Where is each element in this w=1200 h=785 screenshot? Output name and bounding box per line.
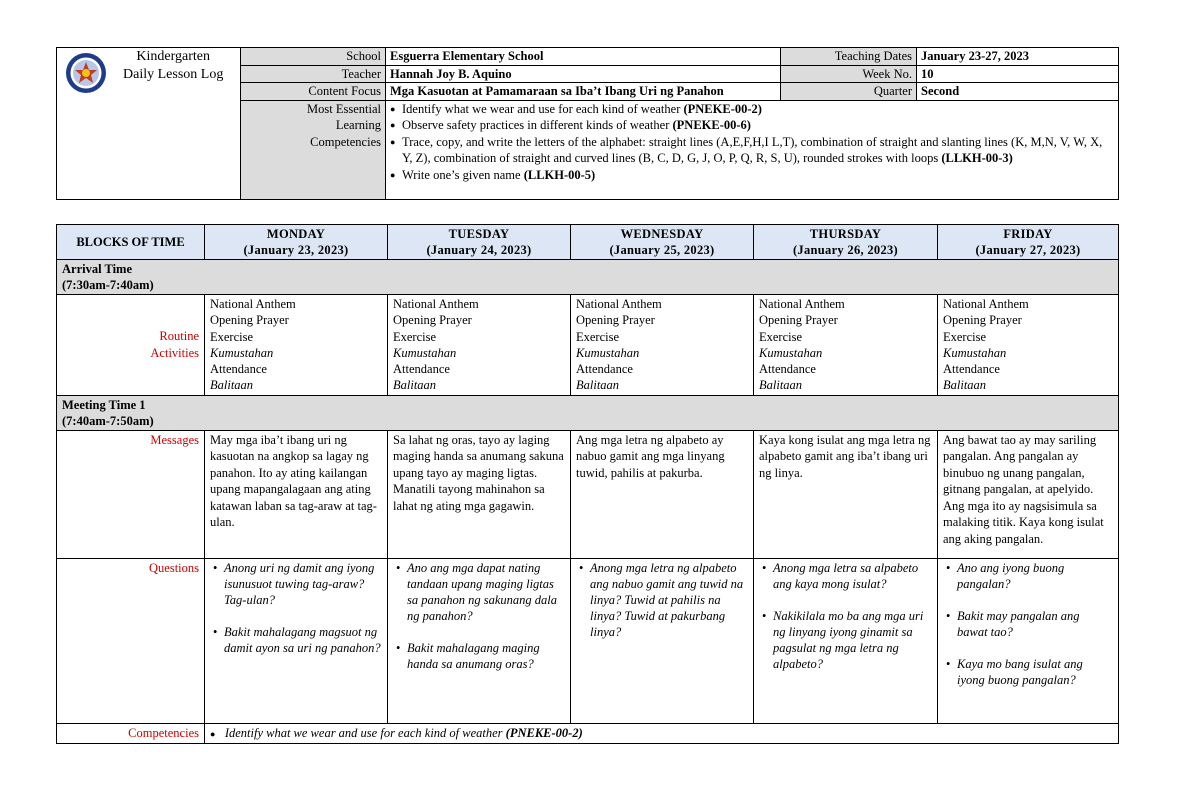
mel-label [241,100,386,199]
questions-cell [571,558,754,723]
question-item: • Anong mga letra ng alpabeto ang nabuo gamit ang tuwid na linya? Tuwid at pahilis na linya? Tuwid at pakurbang linya? [576,560,748,640]
day-header-thursday: THURSDAY (January 26, 2023) [754,225,938,260]
competencies-cell: ● Identify what we wear and use for each kind of weather (PNEKE-00-2) [205,723,1119,744]
day-header-monday: MONDAY (January 23, 2023) [205,225,388,260]
deped-seal-icon [65,52,107,94]
title-cell [57,48,241,200]
mel-item: ● Write one’s given name (LLKH-00-5) [390,167,1114,184]
question-item: • Nakikilala mo ba ang mga uri ng linyang iyong ginamit sa pagsulat ng mga letra ng alpabeto? [759,608,932,672]
routine-cell: National Anthem Opening Prayer Exercise Kumustahan Attendance Balitaan [754,295,938,396]
message-cell: May mga iba’t ibang uri ng kasuotan na angkop sa lagay ng panahon. Ito ay ating kailangan upang mapangalagaan ang ating katawan laban sa tag-araw at tag-ulan. [205,430,388,558]
mel-label-line-3: Competencies [310,134,381,149]
quarter-label: Quarter [781,83,917,101]
arrival-time-section: Arrival Time (7:30am-7:40am) [57,260,1119,295]
week-label: Week No. [781,65,917,83]
header-table [56,47,1119,200]
message-cell: Sa lahat ng oras, tayo ay laging maging handa sa anumang sakuna upang tayo ay maging ligtas. Manatili tayong mahinahon sa lahat ng ating mga gagawin. [388,430,571,558]
teacher-label: Teacher [241,65,386,83]
mel-item: ● Identify what we wear and use for each kind of weather (PNEKE-00-2) [390,101,1114,118]
quarter-value: Second [917,83,1119,101]
teaching-dates-value: January 23-27, 2023 [917,48,1119,66]
competencies-label: Competencies [57,723,205,744]
title-line-2: Daily Lesson Log [123,67,224,82]
school-value: Esguerra Elementary School [386,48,781,66]
mel-item: ● Observe safety practices in different kinds of weather (PNEKE-00-6) [390,117,1114,134]
questions-cell [205,558,388,723]
title-line-1: Kindergarten [136,49,210,64]
week-value: 10 [917,65,1119,83]
school-label: School [241,48,386,66]
questions-label: Questions [57,558,205,723]
meeting-time-section: Meeting Time 1 (7:40am-7:50am) [57,395,1119,430]
routine-cell: National Anthem Opening Prayer Exercise Kumustahan Attendance Balitaan [388,295,571,396]
question-item: • Ano ang iyong buong pangalan? [943,560,1113,592]
mel-list-cell [386,100,1119,199]
mel-label-line-1: Most Essential [307,101,381,116]
content-focus-label: Content Focus [241,83,386,101]
routine-cell: National Anthem Opening Prayer Exercise Kumustahan Attendance Balitaan [571,295,754,396]
mel-list [390,101,1114,184]
blocks-of-time-header: BLOCKS OF TIME [57,225,205,260]
message-cell: Ang bawat tao ay may sariling pangalan. Ang pangalan ay binubuo ng unang pangalan, gitnang pangalan, at apelyido. Ang mga ito ay nagsisimula sa malaking titik. Kaya kong isulat ang aking pangalan. [938,430,1119,558]
day-header-friday: FRIDAY (January 27, 2023) [938,225,1119,260]
questions-cell [938,558,1119,723]
question-item: • Bakit mahalagang magsuot ng damit ayon sa uri ng panahon? [210,624,382,656]
routine-label: Routine Activities [57,295,205,396]
day-header-wednesday: WEDNESDAY (January 25, 2023) [571,225,754,260]
question-item: • Anong mga letra sa alpabeto ang kaya mong isulat? [759,560,932,592]
mel-label-line-2: Learning [335,118,381,132]
question-item: • Anong uri ng damit ang iyong isunusuot tuwing tag-araw? Tag-ulan? [210,560,382,608]
question-item: • Ano ang mga dapat nating tandaan upang maging ligtas sa panahon ng sakunang dala ng panahon? [393,560,565,624]
question-item: • Bakit may pangalan ang bawat tao? [943,608,1113,640]
questions-cell [388,558,571,723]
routine-cell: National Anthem Opening Prayer Exercise Kumustahan Attendance Balitaan [938,295,1119,396]
content-focus-value: Mga Kasuotan at Pamamaraan sa Iba’t Ibang Uri ng Panahon [386,83,781,101]
day-header-tuesday: TUESDAY (January 24, 2023) [388,225,571,260]
message-cell: Ang mga letra ng alpabeto ay nabuo gamit ang mga linyang tuwid, pahilis at pakurba. [571,430,754,558]
mel-item: ● Trace, copy, and write the letters of the alphabet: straight lines (A,E,F,H,I L,T), combination of straight and slanting lines (K, M,N, V, W, X, Y, Z), combination of straight and curved lines (B, C, D, G, J, O, P, Q, R, S, U), rounded strokes with loops (LLKH-00-3) [390,134,1114,167]
lesson-table [56,224,1119,744]
teaching-dates-label: Teaching Dates [781,48,917,66]
messages-label: Messages [57,430,205,558]
question-item: • Bakit mahalagang maging handa sa anumang oras? [393,640,565,672]
routine-cell: National Anthem Opening Prayer Exercise Kumustahan Attendance Balitaan [205,295,388,396]
questions-cell [754,558,938,723]
teacher-value: Hannah Joy B. Aquino [386,65,781,83]
message-cell: Kaya kong isulat ang mga letra ng alpabeto gamit ang iba’t ibang uri ng linya. [754,430,938,558]
question-item: • Kaya mo bang isulat ang iyong buong pangalan? [943,656,1113,688]
